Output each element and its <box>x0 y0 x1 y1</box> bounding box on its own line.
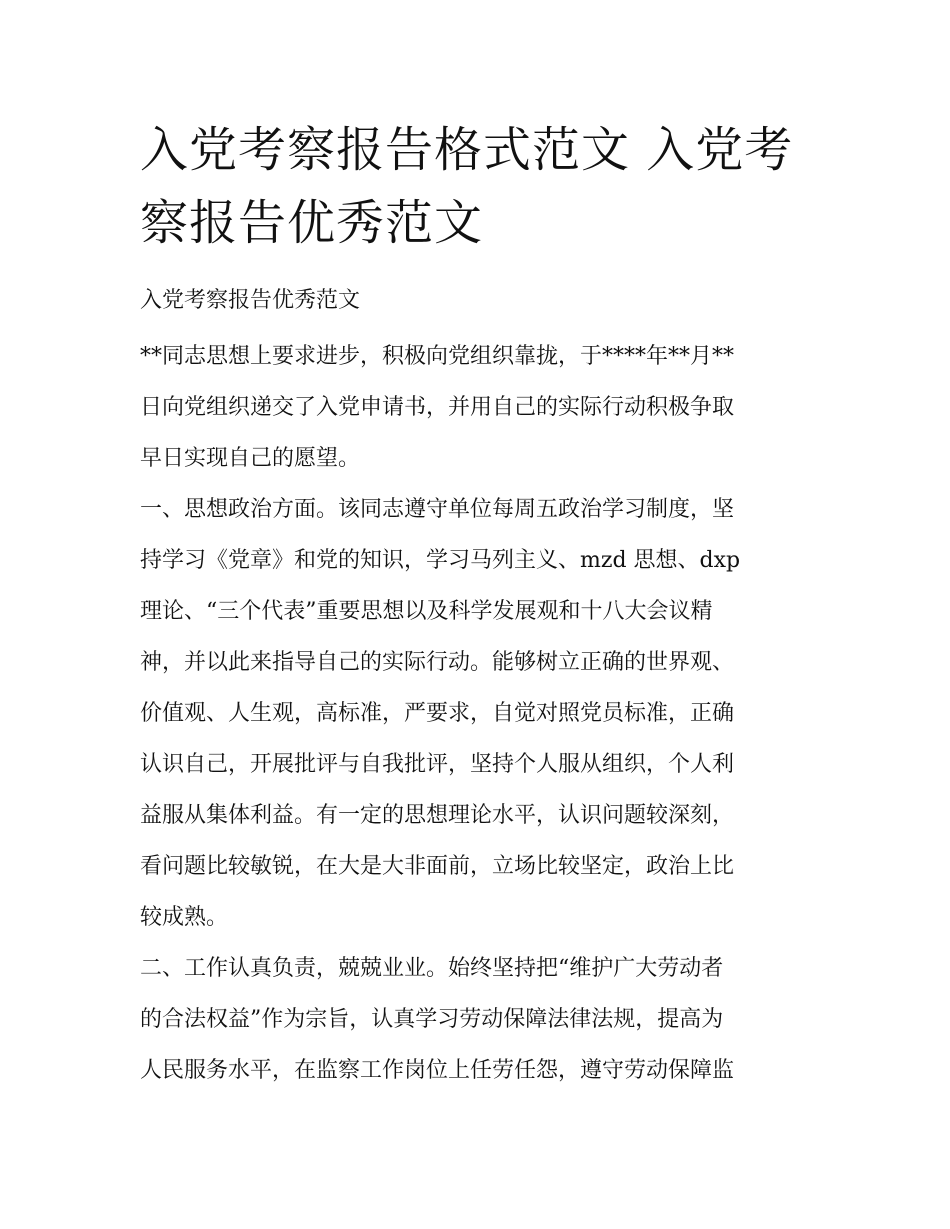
text-line: 较成熟。 <box>140 905 229 930</box>
text-line: 二、工作认真负责，兢兢业业。始终坚持把“维护广大劳动者 <box>140 956 724 981</box>
text-line: 的合法权益”作为宗旨，认真学习劳动保障法律法规，提高为 <box>140 1007 724 1032</box>
text-line: 持学习《党章》和党的知识，学习马列主义、mzd 思想、dxp <box>140 548 741 573</box>
text-line: 人民服务水平，在监察工作岗位上任劳任怨，遵守劳动保障监 <box>140 1058 735 1083</box>
text-line: 一、思想政治方面。该同志遵守单位每周五政治学习制度，坚 <box>140 497 735 522</box>
text-line: 看问题比较敏锐，在大是大非面前，立场比较坚定，政治上比 <box>140 854 735 879</box>
text-line: 益服从集体利益。有一定的思想理论水平，认识问题较深刻， <box>140 803 735 828</box>
document-title <box>140 114 820 260</box>
text-line: 价值观、人生观，高标准，严要求，自觉对照党员标准，正确 <box>140 701 735 726</box>
text-line: 认识自己，开展批评与自我批评，坚持个人服从组织，个人利 <box>140 752 735 777</box>
text-line: 早日实现自己的愿望。 <box>140 446 361 471</box>
document-body <box>140 331 820 1096</box>
title-line: 察报告优秀范文 <box>140 195 484 251</box>
paragraph-intro <box>140 331 820 484</box>
paragraph-work <box>140 943 820 1096</box>
title-line: 入党考察报告格式范文 入党考 <box>140 122 794 178</box>
text-line: 日向党组织递交了入党申请书，并用自己的实际行动积极争取 <box>140 395 735 420</box>
text-line: 神，并以此来指导自己的实际行动。能够树立正确的世界观、 <box>140 650 735 675</box>
document-subtitle: 入党考察报告优秀范文 <box>140 288 361 313</box>
text-line: 理论、“三个代表”重要思想以及科学发展观和十八大会议精 <box>140 599 713 624</box>
text-line: **同志思想上要求进步，积极向党组织靠拢，于****年**月** <box>140 344 735 369</box>
paragraph-political <box>140 484 820 943</box>
